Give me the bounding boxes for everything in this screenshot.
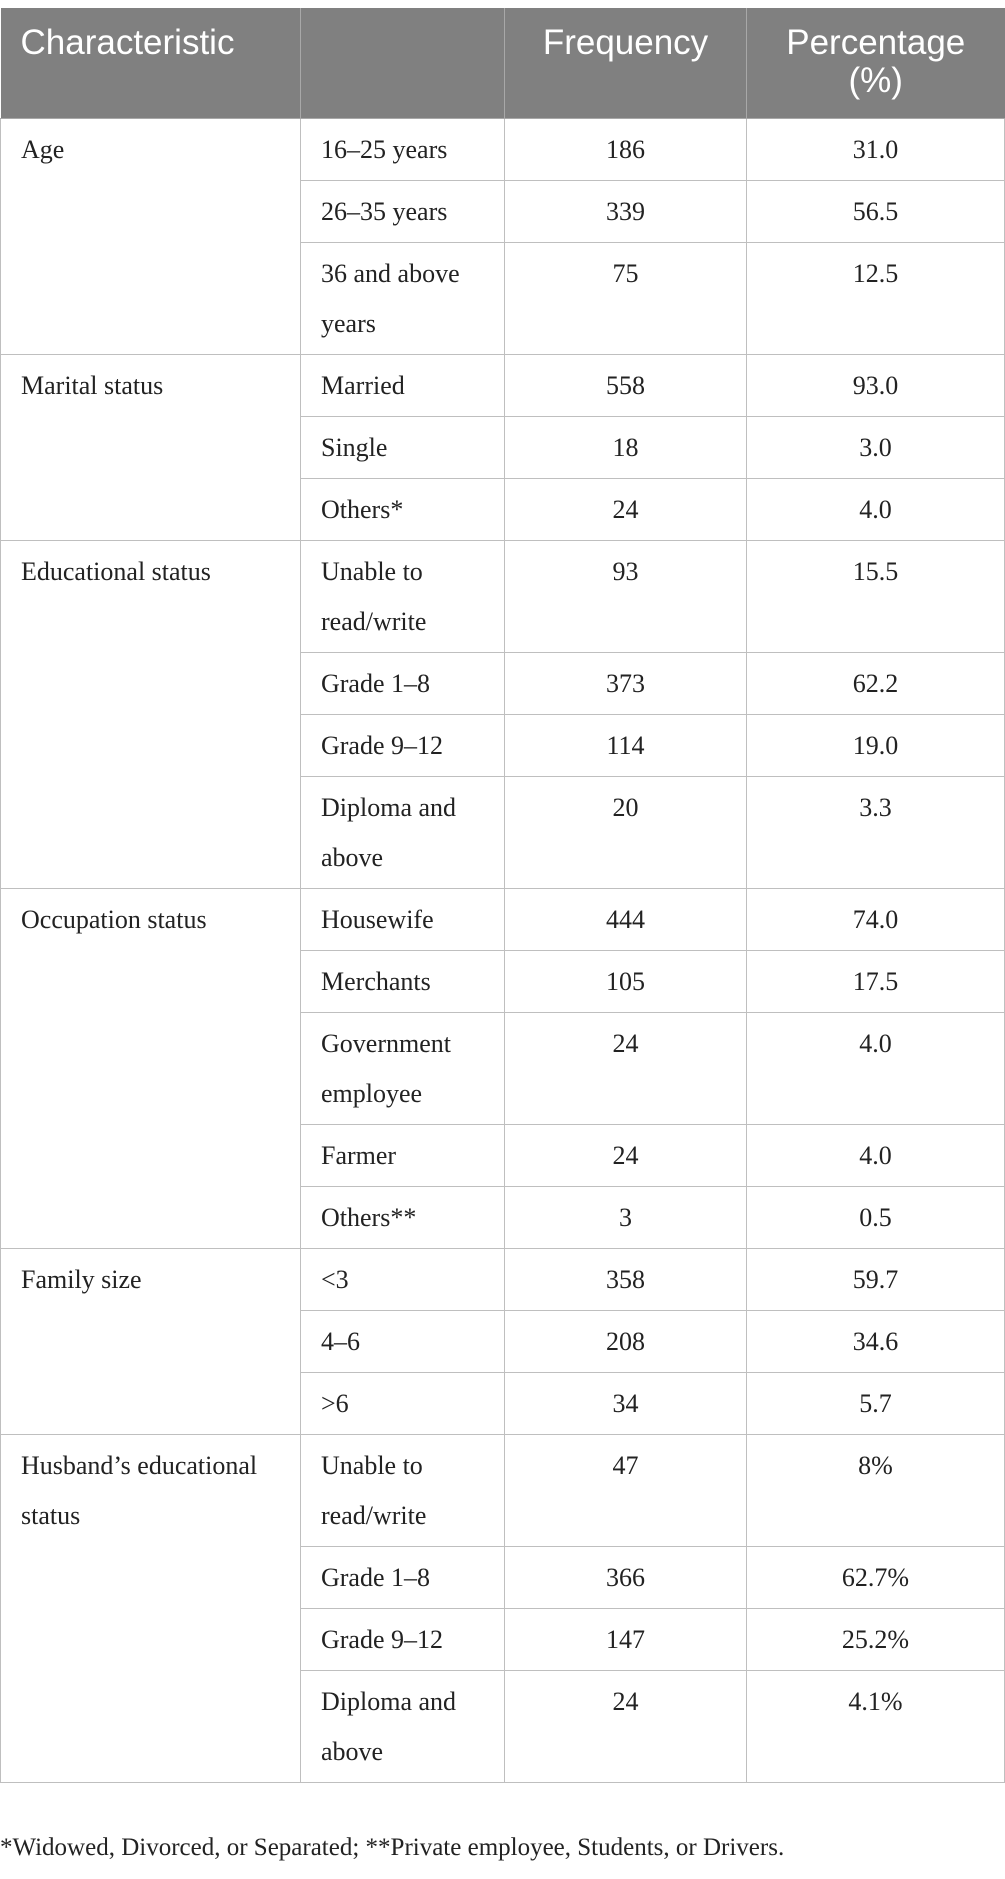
category-cell: Occupation status xyxy=(1,888,301,1248)
frequency-cell: 24 xyxy=(505,1670,747,1782)
frequency-cell: 75 xyxy=(505,242,747,354)
percentage-cell: 3.0 xyxy=(747,416,1005,478)
percentage-cell: 8% xyxy=(747,1434,1005,1546)
table-row xyxy=(1,118,1005,180)
subcategory-cell: Unable to read/write xyxy=(301,540,505,652)
subcategory-cell: >6 xyxy=(301,1372,505,1434)
frequency-cell: 34 xyxy=(505,1372,747,1434)
demographics-table xyxy=(0,8,1005,1783)
percentage-cell: 15.5 xyxy=(747,540,1005,652)
subcategory-cell: Grade 9–12 xyxy=(301,714,505,776)
table-row xyxy=(1,540,1005,652)
percentage-cell: 34.6 xyxy=(747,1310,1005,1372)
subcategory-cell: Grade 9–12 xyxy=(301,1608,505,1670)
percentage-cell: 12.5 xyxy=(747,242,1005,354)
frequency-cell: 558 xyxy=(505,354,747,416)
frequency-cell: 186 xyxy=(505,118,747,180)
header-percentage xyxy=(747,8,1005,118)
frequency-cell: 373 xyxy=(505,652,747,714)
subcategory-cell: Others** xyxy=(301,1186,505,1248)
header-percentage-line1: Percentage xyxy=(786,23,966,62)
percentage-cell: 3.3 xyxy=(747,776,1005,888)
percentage-cell: 74.0 xyxy=(747,888,1005,950)
percentage-cell: 19.0 xyxy=(747,714,1005,776)
frequency-cell: 93 xyxy=(505,540,747,652)
subcategory-cell: 36 and above years xyxy=(301,242,505,354)
percentage-cell: 0.5 xyxy=(747,1186,1005,1248)
subcategory-cell: Farmer xyxy=(301,1124,505,1186)
subcategory-cell: Grade 1–8 xyxy=(301,652,505,714)
percentage-cell: 62.2 xyxy=(747,652,1005,714)
category-cell: Educational status xyxy=(1,540,301,888)
percentage-cell: 56.5 xyxy=(747,180,1005,242)
frequency-cell: 20 xyxy=(505,776,747,888)
category-cell: Marital status xyxy=(1,354,301,540)
percentage-cell: 4.0 xyxy=(747,1012,1005,1124)
percentage-cell: 5.7 xyxy=(747,1372,1005,1434)
percentage-cell: 93.0 xyxy=(747,354,1005,416)
subcategory-cell: Merchants xyxy=(301,950,505,1012)
frequency-cell: 24 xyxy=(505,1012,747,1124)
subcategory-cell: 26–35 years xyxy=(301,180,505,242)
frequency-cell: 3 xyxy=(505,1186,747,1248)
table-footnote: *Widowed, Divorced, or Separated; **Private employee, Students, or Drivers. xyxy=(0,1834,785,1861)
table-row xyxy=(1,888,1005,950)
subcategory-cell: Diploma and above xyxy=(301,1670,505,1782)
frequency-cell: 366 xyxy=(505,1546,747,1608)
frequency-cell: 47 xyxy=(505,1434,747,1546)
percentage-cell: 25.2% xyxy=(747,1608,1005,1670)
table-row xyxy=(1,1248,1005,1310)
frequency-cell: 358 xyxy=(505,1248,747,1310)
frequency-cell: 18 xyxy=(505,416,747,478)
percentage-cell: 4.0 xyxy=(747,478,1005,540)
frequency-cell: 24 xyxy=(505,478,747,540)
subcategory-cell: Unable to read/write xyxy=(301,1434,505,1546)
subcategory-cell: Government employee xyxy=(301,1012,505,1124)
category-cell: Husband’s educational status xyxy=(1,1434,301,1782)
subcategory-cell: Grade 1–8 xyxy=(301,1546,505,1608)
header-frequency: Frequency xyxy=(505,8,747,118)
subcategory-cell: 4–6 xyxy=(301,1310,505,1372)
header-blank xyxy=(301,8,505,118)
table-body xyxy=(1,118,1005,1782)
header-percentage-line2: (%) xyxy=(848,61,903,100)
percentage-cell: 62.7% xyxy=(747,1546,1005,1608)
percentage-cell: 59.7 xyxy=(747,1248,1005,1310)
frequency-cell: 339 xyxy=(505,180,747,242)
subcategory-cell: Married xyxy=(301,354,505,416)
frequency-cell: 114 xyxy=(505,714,747,776)
percentage-cell: 4.1% xyxy=(747,1670,1005,1782)
table-row xyxy=(1,354,1005,416)
percentage-cell: 17.5 xyxy=(747,950,1005,1012)
subcategory-cell: Diploma and above xyxy=(301,776,505,888)
frequency-cell: 105 xyxy=(505,950,747,1012)
percentage-cell: 31.0 xyxy=(747,118,1005,180)
category-cell: Age xyxy=(1,118,301,354)
subcategory-cell: Housewife xyxy=(301,888,505,950)
header-row xyxy=(1,8,1005,118)
frequency-cell: 147 xyxy=(505,1608,747,1670)
subcategory-cell: 16–25 years xyxy=(301,118,505,180)
frequency-cell: 24 xyxy=(505,1124,747,1186)
table-row xyxy=(1,1434,1005,1546)
frequency-cell: 444 xyxy=(505,888,747,950)
subcategory-cell: Single xyxy=(301,416,505,478)
frequency-cell: 208 xyxy=(505,1310,747,1372)
category-cell: Family size xyxy=(1,1248,301,1434)
subcategory-cell: Others* xyxy=(301,478,505,540)
subcategory-cell: <3 xyxy=(301,1248,505,1310)
percentage-cell: 4.0 xyxy=(747,1124,1005,1186)
header-characteristic: Characteristic xyxy=(1,8,301,118)
